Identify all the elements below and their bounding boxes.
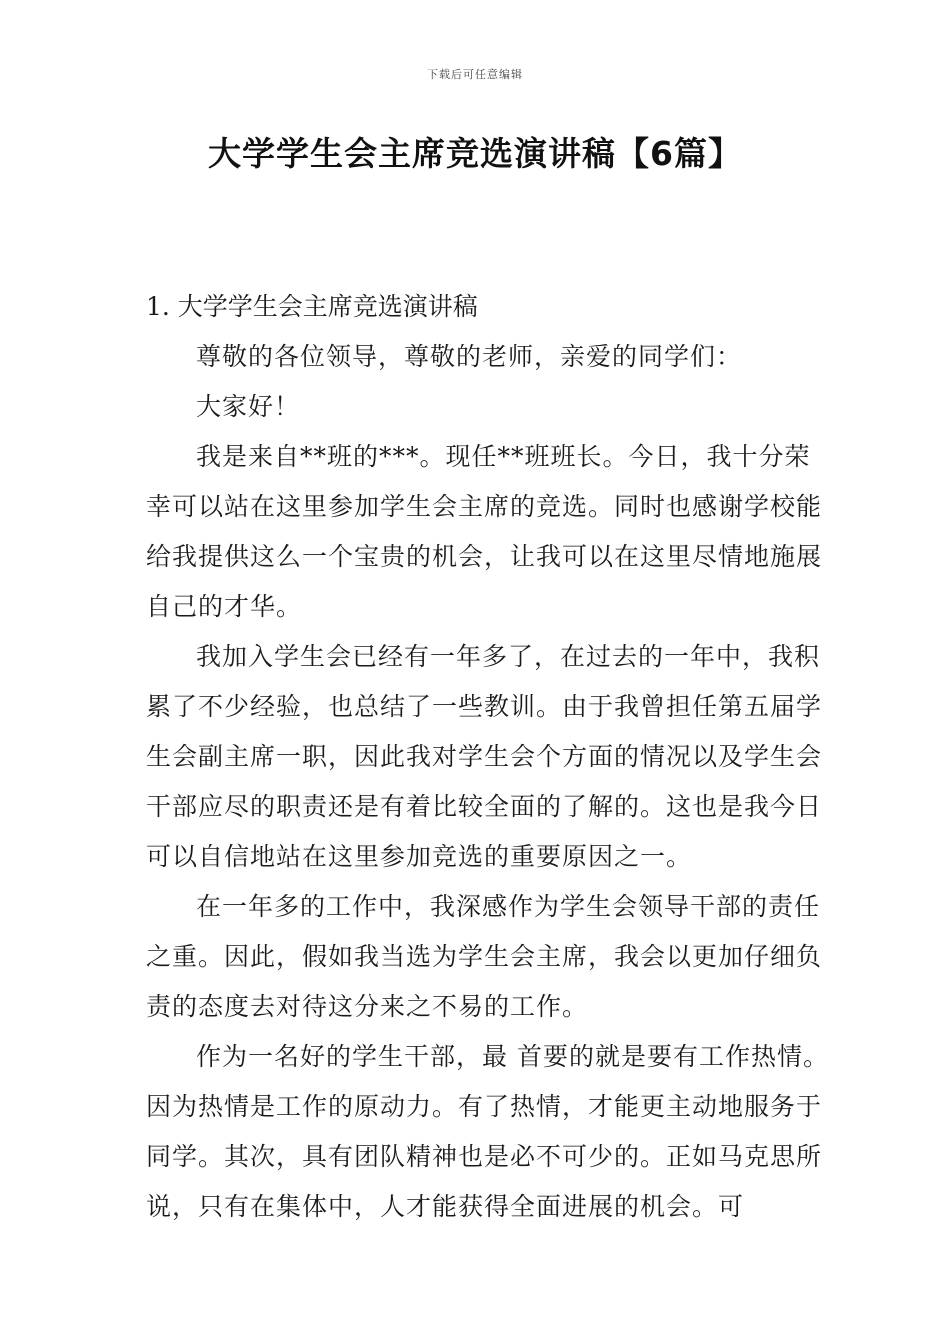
paragraph-greeting: 大家好！ bbox=[196, 392, 301, 421]
paragraph-enthusiasm: 作为一名好的学生干部，最 首要的就是要有工作热情。因为热情是工作的原动力。有了热情，才能更主动地服务于同学。其次，具有团队精神也是必不可少的。正如马克思所说，只有在集体中，人才能获得全面进展的机会。可 bbox=[146, 1042, 829, 1221]
paragraph-introduction: 我是来自**班的***。现任**班班长。今日，我十分荣幸可以站在这里参加学生会主席的竞选。同时也感谢学校能给我提供这么一个宝贵的机会，让我可以在这里尽情地施展自己的才华。 bbox=[146, 442, 823, 621]
document-title: 大学学生会主席竞选演讲稿【6篇】 bbox=[208, 134, 742, 173]
paragraph-experience: 我加入学生会已经有一年多了，在过去的一年中，我积累了不少经验，也总结了一些教训。由于我曾担任第五届学生会副主席一职，因此我对学生会个方面的情况以及学生会干部应尽的职责还是有着比较全面的了解的。这也是我今日可以自信地站在这里参加竞选的重要原因之一。 bbox=[146, 642, 823, 871]
document-body bbox=[146, 282, 836, 1232]
paragraph-salutation: 尊敬的各位领导，尊敬的老师，亲爱的同学们： bbox=[196, 342, 743, 371]
paragraph-responsibility: 在一年多的工作中，我深感作为学生会领导干部的责任之重。因此，假如我当选为学生会主席，我会以更加仔细负责的态度去对待这分来之不易的工作。 bbox=[146, 892, 823, 1021]
section-heading: 1. 大学学生会主席竞选演讲稿 bbox=[146, 292, 478, 321]
header-note: 下载后可任意编辑 bbox=[427, 68, 523, 81]
